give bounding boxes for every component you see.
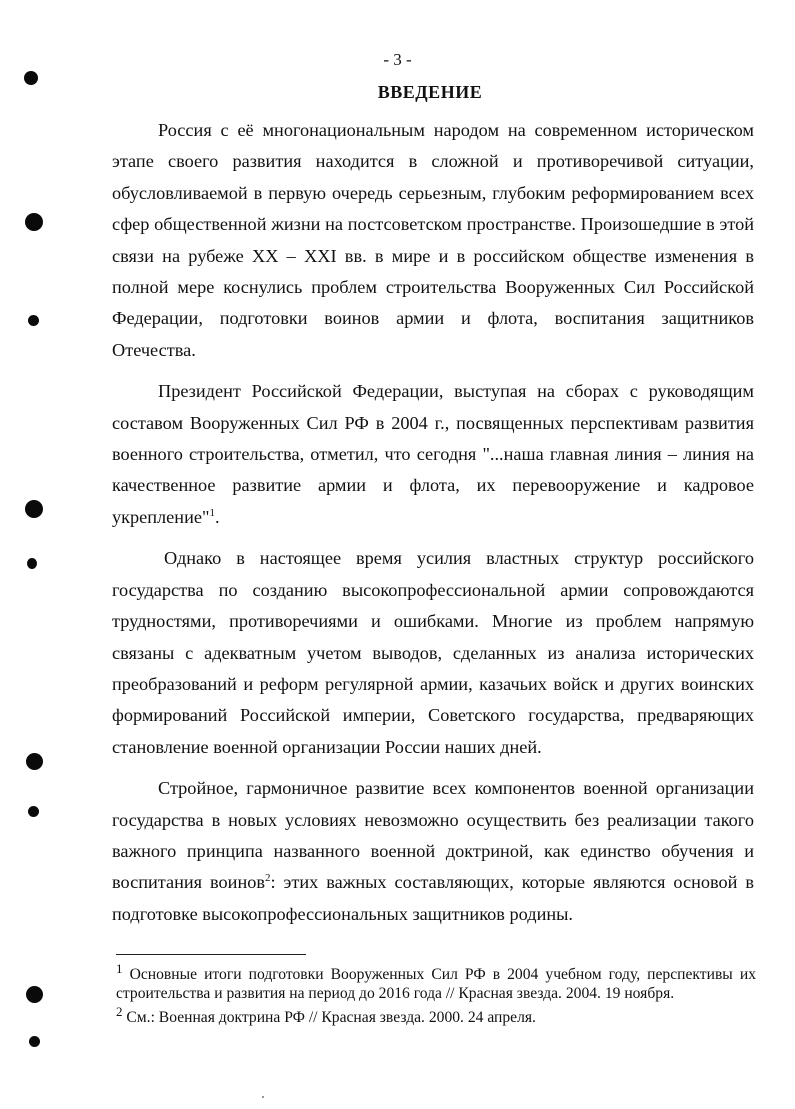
punch-hole-mark — [26, 753, 43, 770]
punch-hole-mark — [28, 806, 39, 817]
footnote-2-mark: 2 — [116, 1004, 123, 1020]
footnote-separator — [116, 954, 306, 955]
paragraph-4 — [112, 773, 754, 930]
paragraph-4-tail: : этих важных составляющих, которые являются основой в — [270, 872, 754, 893]
punch-hole-mark — [24, 71, 38, 85]
page-number: - 3 - — [383, 50, 412, 69]
punch-hole-mark — [27, 558, 37, 569]
footnote-ref-2: 2 — [265, 872, 271, 885]
footnotes — [116, 960, 756, 1028]
section-title: ВВЕДЕНИЕ — [377, 82, 483, 102]
punch-hole-mark — [28, 315, 39, 326]
footnote-2-text: См.: Военная доктрина РФ // Красная звезда. 2000. 24 апреля. — [126, 1009, 536, 1027]
paragraph-2 — [112, 376, 754, 533]
paragraph-1: Россия с её многонациональным народом на современном историческом этапе своего развития находится в сложной и противоречивой ситуации, обусловливаемой в первую очередь серьезным, глубоким реформированием всех сфер общественной жизни на постсоветском пространстве. Произошедшие в этой связи на рубеже XX – XXI вв. в мире и в российском обществе изменения в полной мере коснулись проблем строительства Вооруженных Сил Российской Федерации, подготовки воинов армии и флота, воспитания защитников Отечества. — [112, 120, 754, 360]
paragraph-2-end: . — [214, 506, 220, 527]
footnote-1-mark: 1 — [116, 961, 123, 976]
punch-hole-mark — [25, 500, 43, 518]
paragraph-4-last-line: подготовке высокопрофессиональных защитников родины. — [112, 903, 573, 924]
footnote-ref-1: 1 — [209, 506, 215, 519]
punch-hole-mark — [29, 1036, 40, 1047]
punch-hole-mark — [26, 986, 43, 1003]
footnote-1 — [116, 960, 756, 1003]
paragraph-2-text: Президент Российской Федерации, выступая на сборах с руководящим составом Вооруженных Сил РФ в 2004 г., посвященных перспективам развития военного строительства, отметил, что сегодня "...наша главная линия – линия на качественное развитие армии и флота, их перевооружение и кадровое укрепление" — [112, 381, 754, 527]
scan-speck — [262, 1096, 264, 1098]
main-text — [112, 115, 754, 930]
paragraph-4-text: Стройное, гармоничное развитие всех компонентов военной организации государства в новых условиях невозможно осуществить без реализации такого важного принципа названного военной доктриной, как единство обучения и воспитания воинов — [112, 778, 754, 893]
punch-hole-mark — [25, 213, 43, 231]
footnote-1-text: Основные итоги подготовки Вооруженных Сил РФ в 2004 учебном году, перспективы их строительства и развития на период до 2016 года // Красная звезда. 2004. 19 ноября. — [116, 966, 756, 1002]
paragraph-3: Однако в настоящее время усилия властных структур российского государства по созданию высокопрофессиональной армии сопровождаются трудностями, противоречиями и ошибками. Многие из проблем напрямую связаны с адекватным учетом выводов, сделанных из анализа исторических преобразований и реформ регулярной армии, казачьих войск и других воинских формирований Российской империи, Советского государства, предваряющих становление военной организации России наших дней. — [112, 548, 754, 757]
footnote-2 — [116, 1003, 756, 1028]
